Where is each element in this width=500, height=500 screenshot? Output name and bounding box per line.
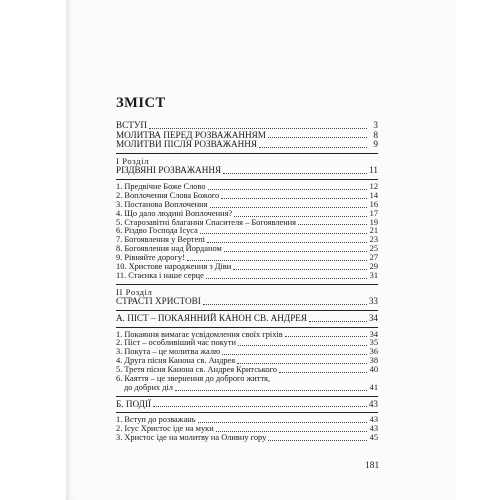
toc-entry-text: 1. Покаяння вимагає усвідомлення своїх гріхів (116, 329, 283, 339)
toc-entry-page: 43 (369, 415, 378, 425)
section-divider (116, 412, 378, 413)
toc-entry-text: 6. Каяття – це звернення до доброго життя, (116, 373, 270, 383)
bleed-through-mark: · · · · · · · · · · (248, 26, 331, 35)
toc-entry-page: 36 (369, 347, 378, 357)
section-divider (116, 179, 378, 180)
toc-entry-text: ВСТУП (116, 120, 148, 130)
toc-entry-text: 4. Що дало людині Воплочення? (116, 208, 233, 218)
toc-entry (116, 434, 378, 443)
dot-leader (175, 390, 367, 391)
toc-entry-page: 43 (369, 424, 378, 434)
toc-entry-page: 11 (369, 165, 378, 176)
table-of-contents (116, 121, 378, 443)
toc-entry-page: 35 (369, 338, 378, 348)
toc-entry-page: 41 (369, 382, 378, 392)
toc-entry-text: 9. Рівняйте дорогу! (116, 253, 185, 263)
toc-entry-page: 17 (369, 208, 378, 218)
page-number: 181 (365, 461, 380, 471)
section-header (116, 297, 378, 307)
subsection-header (116, 314, 378, 324)
dot-leader (210, 207, 368, 208)
section-divider (116, 327, 378, 328)
toc-entry-text: 2. Воплочення Слова Божого (116, 190, 220, 200)
dot-leader (224, 251, 367, 252)
toc-entry-page: 38 (369, 356, 378, 366)
section-divider (116, 396, 378, 397)
toc-entry-continuation (116, 384, 378, 393)
toc-entry-text: 3. Покута – це молитва жалю (116, 347, 221, 357)
dot-leader (298, 224, 367, 225)
section-label: I Розділ (116, 155, 149, 166)
dot-leader (309, 321, 367, 322)
dot-leader (222, 354, 367, 355)
toc-entry-page: 12 (369, 181, 378, 191)
toc-entry-text: 7. Богоявлення у Вертепі (116, 235, 205, 245)
dot-leader (221, 198, 367, 199)
dot-leader (233, 269, 367, 270)
toc-entry-page: 40 (369, 365, 378, 375)
toc-entry-page: 8 (373, 129, 378, 140)
toc-entry-text: 5. Старозавітні благання Спасителя – Богоявлення (116, 217, 297, 227)
toc-entry-page: 29 (369, 261, 378, 271)
toc-entry-page: 27 (369, 253, 378, 263)
toc-entry-text: СТРАСТІ ХРИСТОВІ (116, 296, 201, 307)
toc-entry-page: 3 (373, 120, 378, 130)
toc-entry-text: Б. ПОДІЇ (116, 398, 152, 409)
toc-entry-text: 2. Піст – особливіший час покути (116, 338, 236, 348)
toc-entry-text: 8. Богоявлення над Йорданом (116, 244, 222, 254)
toc-entry-page: 16 (369, 199, 378, 209)
dot-leader (223, 173, 367, 174)
dot-leader (203, 304, 367, 305)
dot-leader (268, 440, 367, 441)
toc-entry-text: МОЛИТВИ ПІСЛЯ РОЗВАЖАННЯ (116, 139, 258, 150)
toc-entry-page: 45 (369, 433, 378, 443)
toc-entry-text: МОЛИТВА ПЕРЕД РОЗВАЖАННЯМ (116, 129, 266, 140)
dot-leader (208, 189, 367, 190)
section-header (116, 166, 378, 176)
dot-leader (153, 406, 367, 407)
section-divider (116, 310, 378, 311)
toc-entry-page: 43 (368, 398, 378, 409)
toc-entry-text: РІЗДВЯНІ РОЗВАЖАННЯ (116, 165, 222, 176)
toc-entry-text: 10. Христове народження з Діви (116, 261, 232, 271)
dot-leader (198, 422, 367, 423)
page-title: ЗМІСТ (116, 95, 166, 111)
toc-entry-text: 2. Ісус Христос іде на муки (116, 424, 214, 434)
dot-leader (268, 137, 367, 138)
toc-entry-text: 4. Друга пісня Канона св. Андрея (116, 356, 236, 366)
dot-leader (187, 260, 367, 261)
dot-leader (207, 242, 367, 243)
dot-leader (279, 372, 367, 373)
dot-leader (285, 336, 367, 337)
toc-entry (116, 272, 378, 281)
dot-leader (259, 147, 367, 148)
toc-entry-page: 25 (369, 244, 378, 254)
toc-entry-page: 14 (369, 190, 378, 200)
toc-entry-text: до добрих діл (124, 382, 173, 392)
toc-entry-page: 9 (373, 139, 378, 150)
toc-entry-text: 3. Христос іде на молитву на Оливну гору (116, 433, 267, 443)
dot-leader (234, 216, 367, 217)
dot-leader (200, 233, 367, 234)
toc-entry-page: 21 (369, 226, 378, 236)
toc-entry-page: 23 (369, 235, 378, 245)
section-label: II Розділ (116, 286, 153, 297)
toc-entry-page: 34 (369, 329, 378, 339)
toc-entry-text: 1. Вступ до розважань (116, 415, 196, 425)
toc-entry-page: 31 (369, 270, 378, 280)
toc-entry-text: 6. Різдво Господа Ісуса (116, 226, 198, 236)
toc-entry-text: 1. Предвічне Боже Слово (116, 181, 206, 191)
toc-entry-page: 19 (369, 217, 378, 227)
toc-entry-text: А. ПІСТ – ПОКАЯННИЙ КАНОН СВ. АНДРЕЯ (116, 312, 308, 323)
toc-entry (116, 140, 378, 150)
section-divider (116, 284, 378, 285)
dot-leader (237, 363, 367, 364)
subsection-header (116, 400, 378, 410)
toc-entry-text: 5. Третя пісня Канона св. Андрея Критського (116, 365, 277, 375)
dot-leader (216, 431, 367, 432)
dot-leader (238, 345, 367, 346)
toc-entry-text: 11. Стаєнка і наше серце (116, 270, 204, 280)
toc-entry-page: 33 (368, 296, 378, 307)
toc-entry-text: 3. Постанова Воплочення (116, 199, 208, 209)
toc-entry-page: 34 (368, 312, 378, 323)
dot-leader (149, 128, 367, 129)
dot-leader (206, 278, 367, 279)
section-divider (116, 153, 378, 154)
